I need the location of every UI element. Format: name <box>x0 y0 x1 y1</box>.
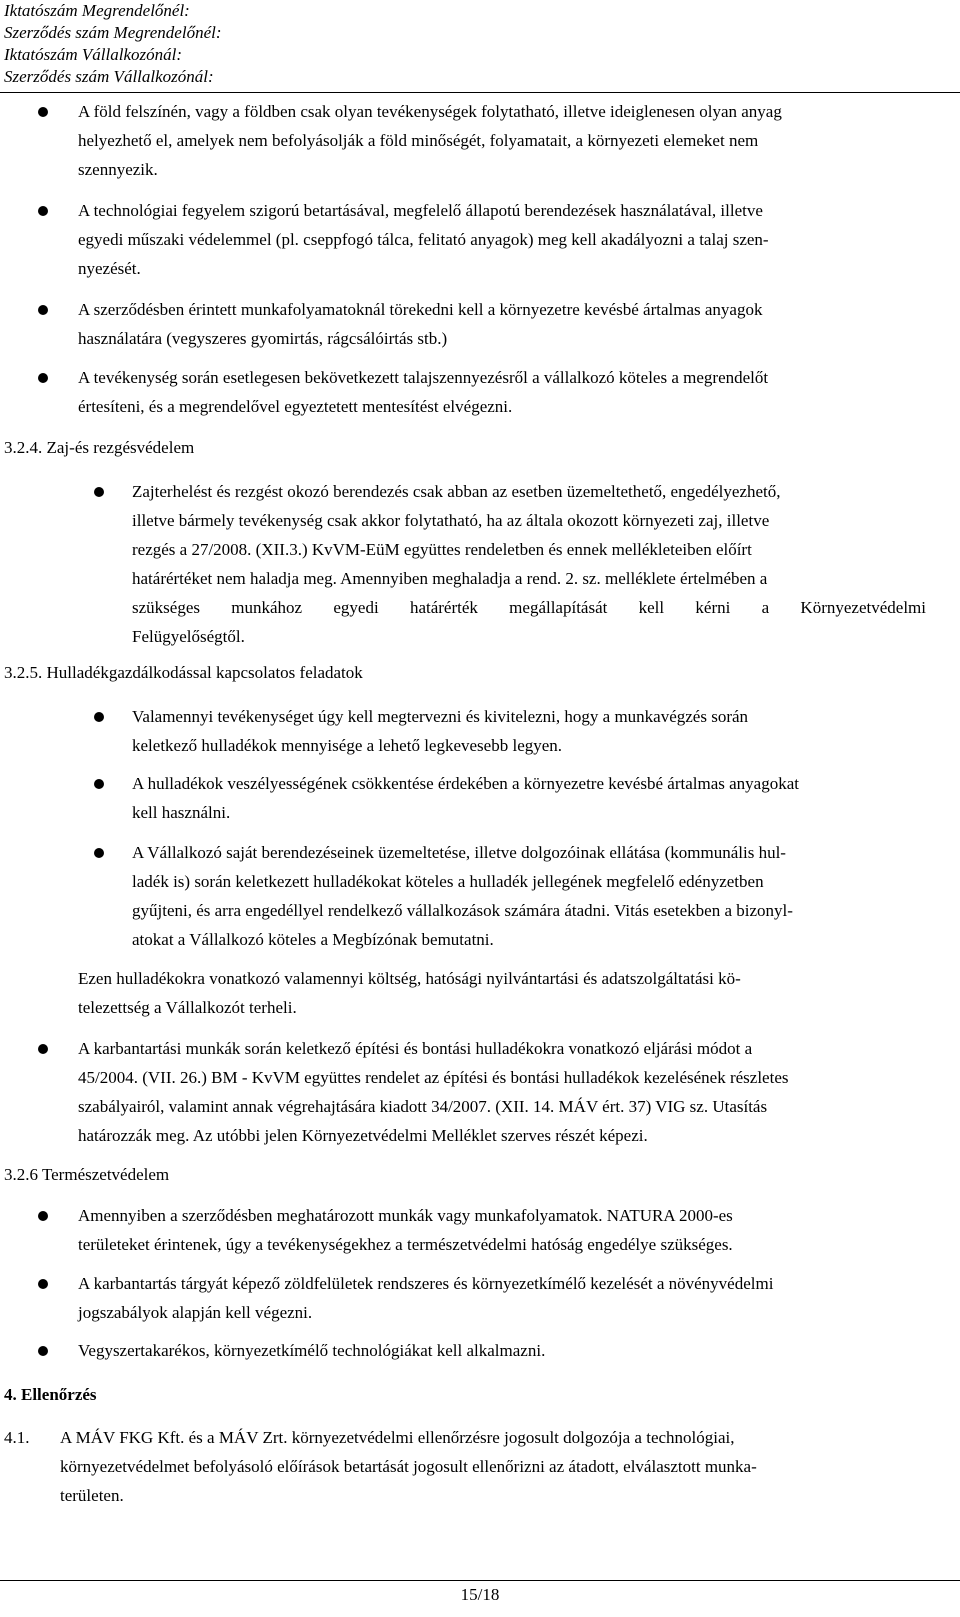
section-heading: 3.2.4. Zaj-és rezgésvédelem <box>4 438 195 457</box>
paragraph: Ezen hulladékokra vonatkozó valamennyi költség, hatósági nyilvántartási és adatszolgáltatási kö- telezettség a Vállalkozót terheli. <box>78 969 741 1017</box>
section-heading: 3.2.6 Természetvédelem <box>4 1165 170 1184</box>
bullet-icon <box>94 487 104 497</box>
section-number: 4.1. <box>4 1428 30 1447</box>
header-line: Szerződés szám Megrendelőnél: <box>4 23 222 42</box>
page-number: 15/18 <box>460 1585 500 1604</box>
footer-divider <box>0 1580 960 1581</box>
bullet-icon <box>38 107 48 117</box>
bullet-icon <box>94 779 104 789</box>
bullet-item: A karbantartás tárgyát képező zöldfelületek rendszeres és környezetkímélő kezelését a növényvédelmi jogszabályok alapján kell végezni. <box>78 1274 774 1322</box>
header-line: Iktatószám Vállalkozónál: <box>4 45 183 64</box>
bullet-item: Valamennyi tevékenységet úgy kell megtervezni és kivitelezni, hogy a munkavégzés során keletkező hulladékok mennyisége a lehető legkevesebb legyen. <box>132 707 749 755</box>
bullet-item: A technológiai fegyelem szigorú betartásával, megfelelő állapotú berendezések használatával, illetve egyedi műszaki védelemmel (pl. cseppfogó tálca, felitató anyagok) meg kell akadályozni a talaj szen- nyezését. <box>78 201 769 278</box>
bullet-icon <box>38 305 48 315</box>
bullet-icon <box>94 848 104 858</box>
bullet-item: A föld felszínén, vagy a földben csak olyan tevékenységek folytatható, illetve ideiglenesen olyan anyag helyezhető el, amelyek nem befolyásolják a föld minőségét, folyamatait, a környezeti elemeket nem szennyezik. <box>78 102 782 179</box>
section-heading: 4. Ellenőrzés <box>4 1385 97 1404</box>
bullet-icon <box>94 712 104 722</box>
bullet-item: A Vállalkozó saját berendezéseinek üzemeltetése, illetve dolgozóinak ellátása (kommunális hul- ladék is) során keletkezett hulladékokat köteles a hulladék jellegének megfelelő edényzetben gyűjteni, és arra engedéllyel rendelkező vállalkozások számára átadni. Vitás esetekben a bizonyl- atokat a Vállalkozó köteles a Megbízónak bemutatni. <box>132 843 793 949</box>
bullet-item: A tevékenység során esetlegesen bekövetkezett talajszennyezésről a vállalkozó köteles a megrendelőt értesíteni, és a megrendelővel egyeztetett mentesítést elvégezni. <box>78 368 769 416</box>
header-divider <box>0 92 960 93</box>
bullet-item: Zajterhelést és rezgést okozó berendezés csak abban az esetben üzemeltethető, engedélyezhető, illetve bármely tevékenység csak akkor folytatható, ha az általa okozott környezeti zaj, illetve rezgés a 27/2008. (XII.3.) KvVM-EüM együttes rendeletben és ennek mellékleteiben előírt határértéket nem haladja meg. Amennyiben meghaladja a rend. 2. sz. melléklete értelmében a szükséges munkához egyedi határérték megállapítását kell kérni a Környezetvédelmi Felügyelőségtől. <box>132 482 926 646</box>
bullet-item: Amennyiben a szerződésben meghatározott munkák vagy munkafolyamatok. NATURA 2000-es területeket érintenek, úgy a tevékenységekhez a természetvédelmi hatóság engedélye szükséges. <box>78 1206 733 1254</box>
bullet-icon <box>38 206 48 216</box>
bullet-icon <box>38 1279 48 1289</box>
bullet-icon <box>38 1044 48 1054</box>
bullet-icon <box>38 373 48 383</box>
bullet-item: A hulladékok veszélyességének csökkentése érdekében a környezetre kevésbé ártalmas anyagokat kell használni. <box>132 774 799 822</box>
numbered-paragraph: A MÁV FKG Kft. és a MÁV Zrt. környezetvédelmi ellenőrzésre jogosult dolgozója a technológiai, környezetvédelmet befolyásoló előírások betartását jogosult ellenőrizni az átadott, elválasztott munka- területen. <box>60 1428 757 1505</box>
bullet-item: A karbantartási munkák során keletkező építési és bontási hulladékokra vonatkozó eljárási módot a 45/2004. (VII. 26.) BM - KvVM együttes rendelet az építési és bontási hulladékok kezelésének részletes szabályairól, valamint annak végrehajtására kiadott 34/2007. (XII. 14. MÁV ért. 37) VIG sz. Utasítás határozzák meg. Az utóbbi jelen Környezetvédelmi Melléklet szerves részét képezi. <box>78 1039 789 1145</box>
bullet-item: A szerződésben érintett munkafolyamatoknál törekedni kell a környezetre kevésbé ártalmas anyagok használatára (vegyszeres gyomirtás, rágcsálóirtás stb.) <box>78 300 763 348</box>
header-line: Szerződés szám Vállalkozónál: <box>4 67 214 86</box>
bullet-item: Vegyszertakarékos, környezetkímélő technológiákat kell alkalmazni. <box>78 1341 546 1360</box>
section-heading: 3.2.5. Hulladékgazdálkodással kapcsolatos feladatok <box>4 663 363 682</box>
header-line: Iktatószám Megrendelőnél: <box>4 1 190 20</box>
document-header <box>4 0 222 88</box>
bullet-icon <box>38 1211 48 1221</box>
bullet-icon <box>38 1346 48 1356</box>
